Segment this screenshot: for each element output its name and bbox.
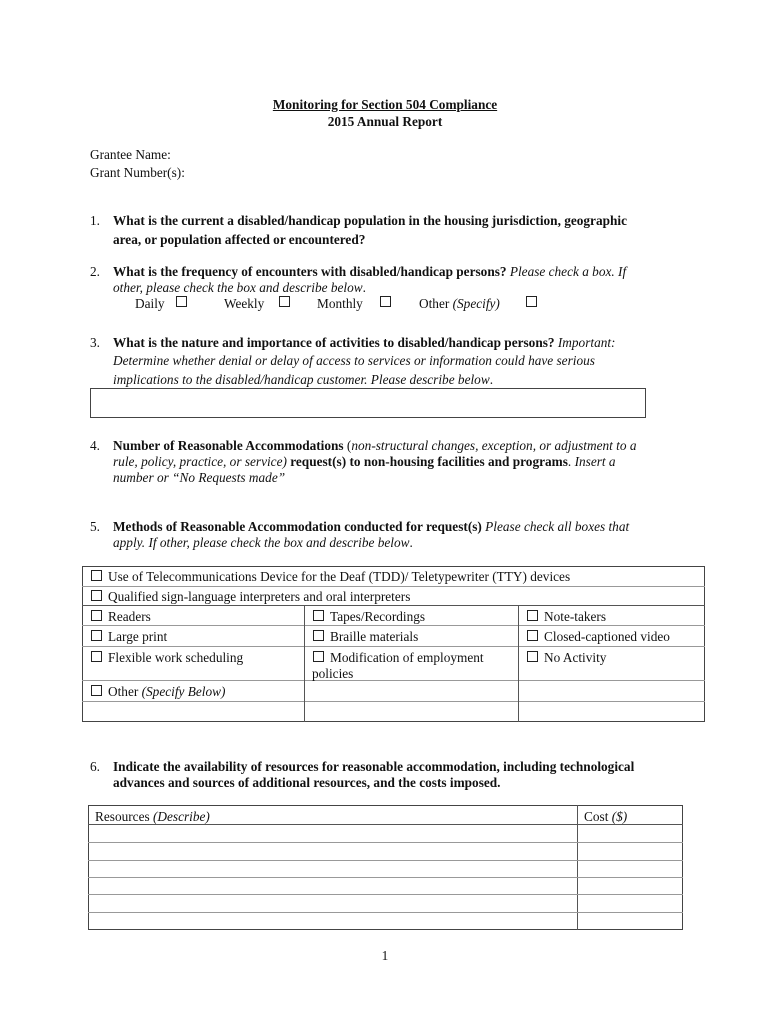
cost-row-1-cell[interactable] xyxy=(578,825,682,841)
resource-row-5-cell[interactable] xyxy=(89,895,576,911)
grantee-name-label: Grantee Name: xyxy=(90,147,171,162)
sign-language-checkbox[interactable] xyxy=(91,590,102,601)
q4-line-3: number or “No Requests made” xyxy=(113,470,286,485)
q4-number: 4. xyxy=(90,438,100,453)
q3-line-3: implications to the disabled/handicap customer. Please describe below. xyxy=(113,372,494,387)
title-line-1: Monitoring for Section 504 Compliance xyxy=(272,97,498,112)
other-label: Other xyxy=(419,296,453,311)
other-method-label: Other (Specify Below) xyxy=(108,684,226,699)
other-checkbox[interactable] xyxy=(526,296,537,307)
weekly-checkbox[interactable] xyxy=(279,296,290,307)
q2-option-daily xyxy=(135,295,165,313)
q3-important: Important: xyxy=(554,335,616,350)
q1-line-2: area, or population affected or encountered? xyxy=(113,232,366,247)
captioned-checkbox[interactable] xyxy=(527,630,538,641)
readers-checkbox[interactable] xyxy=(91,610,102,621)
tapes-label: Tapes/Recordings xyxy=(330,609,426,624)
q5-question: Methods of Reasonable Accommodation conducted for request(s) xyxy=(113,519,482,534)
q2-question: What is the frequency of encounters with disabled/handicap persons? xyxy=(113,264,507,279)
modification-checkbox[interactable] xyxy=(313,651,324,662)
q4-line-2: rule, policy, practice, or service) request(s) to non-housing facilities and programs. Insert a xyxy=(113,454,616,469)
q6-line-1: Indicate the availability of resources for reasonable accommodation, including technological xyxy=(113,759,635,774)
resource-row-2-cell[interactable] xyxy=(89,843,576,859)
notetakers-checkbox[interactable] xyxy=(527,610,538,621)
tdd-label: Use of Telecommunications Device for the Deaf (TDD)/ Teletypewriter (TTY) devices xyxy=(108,569,571,584)
q3-line-1 xyxy=(113,334,673,352)
cost-row-2-cell[interactable] xyxy=(578,843,682,859)
flexible-scheduling-checkbox[interactable] xyxy=(91,651,102,662)
cost-row-4-cell[interactable] xyxy=(578,878,682,893)
daily-label: Daily xyxy=(135,296,165,311)
tapes-checkbox[interactable] xyxy=(313,610,324,621)
q2-instruction: Please check a box. If xyxy=(506,264,627,279)
modification-label-1: Modification of employment xyxy=(330,650,484,665)
q3-number: 3. xyxy=(90,335,100,350)
daily-checkbox[interactable] xyxy=(176,296,187,307)
q4-title: Number of Reasonable Accommodations xyxy=(113,438,344,453)
sign-language-label: Qualified sign-language interpreters and oral interpreters xyxy=(108,589,411,604)
cost-row-6-cell[interactable] xyxy=(578,913,682,929)
no-activity-label: No Activity xyxy=(544,650,607,665)
q2-line-2: other, please check the box and describe below. xyxy=(113,280,366,295)
other-describe-cell-3[interactable] xyxy=(519,702,704,721)
q5-line-1: Methods of Reasonable Accommodation conducted for request(s) Please check all boxes that xyxy=(113,519,630,534)
q3-answer-box[interactable] xyxy=(90,388,646,418)
cost-row-5-cell[interactable] xyxy=(578,895,682,911)
flexible-scheduling-label: Flexible work scheduling xyxy=(108,650,244,665)
notetakers-label: Note-takers xyxy=(544,609,607,624)
q2-instruction-2: other, please check the box and describe below xyxy=(113,280,363,295)
q5-line-2: apply. If other, please check the box and describe below. xyxy=(113,535,413,550)
other-describe-cell-2[interactable] xyxy=(305,702,517,721)
q1-number: 1. xyxy=(90,213,100,228)
readers-label: Readers xyxy=(108,609,151,624)
other-describe-cell-1[interactable] xyxy=(83,702,303,721)
no-activity-checkbox[interactable] xyxy=(527,651,538,662)
cost-row-3-cell[interactable] xyxy=(578,861,682,876)
other-method-checkbox[interactable] xyxy=(91,685,102,696)
q3-question: What is the nature and importance of activities to disabled/handicap persons? xyxy=(113,335,555,350)
q5-number: 5. xyxy=(90,519,100,534)
q2-number: 2. xyxy=(90,264,100,279)
q4-line-1: Number of Reasonable Accommodations (non-structural changes, exception, or adjustment to a xyxy=(113,438,637,453)
grant-number-label: Grant Number(s): xyxy=(90,165,185,180)
large-print-label: Large print xyxy=(108,629,168,644)
tdd-checkbox[interactable] xyxy=(91,570,102,581)
page-number: 1 xyxy=(381,948,389,963)
monthly-checkbox[interactable] xyxy=(380,296,391,307)
report-title xyxy=(0,96,770,114)
weekly-label: Weekly xyxy=(224,296,265,311)
q3-line-2: Determine whether denial or delay of access to services or information could have serious xyxy=(113,353,595,368)
q1-line-1: What is the current a disabled/handicap population in the housing jurisdiction, geographic xyxy=(113,213,627,228)
q6-line-2: advances and sources of additional resources, and the costs imposed. xyxy=(113,775,501,790)
cost-header: Cost ($) xyxy=(584,809,628,824)
captioned-label: Closed-captioned video xyxy=(544,629,670,644)
report-subtitle: 2015 Annual Report xyxy=(327,114,443,129)
q6-number: 6. xyxy=(90,759,100,774)
resource-row-4-cell[interactable] xyxy=(89,878,576,893)
resource-row-1-cell[interactable] xyxy=(89,825,576,841)
modification-label-2: policies xyxy=(312,666,354,681)
resources-header: Resources (Describe) xyxy=(95,809,210,824)
resource-row-6-cell[interactable] xyxy=(89,913,576,929)
other-specify: (Specify) xyxy=(452,296,500,311)
other-option xyxy=(419,295,500,313)
braille-label: Braille materials xyxy=(330,629,419,644)
braille-checkbox[interactable] xyxy=(313,630,324,641)
monthly-label: Monthly xyxy=(317,296,363,311)
resource-row-3-cell[interactable] xyxy=(89,861,576,876)
large-print-checkbox[interactable] xyxy=(91,630,102,641)
